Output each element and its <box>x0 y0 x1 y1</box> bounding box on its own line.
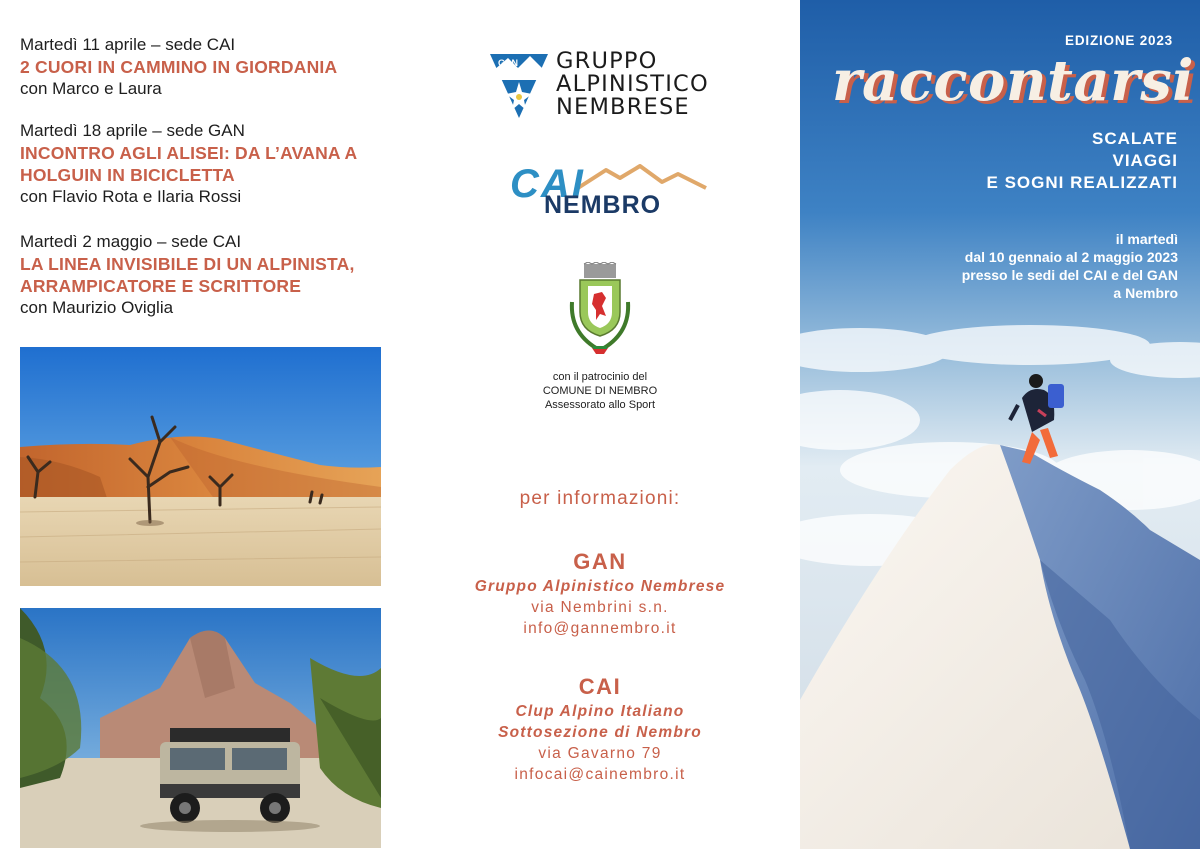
patronage-line: con il patrocinio del <box>552 371 648 383</box>
desert-photo <box>20 347 381 586</box>
cover-subtitle <box>987 128 1178 194</box>
schedule-line: a Nembro <box>1113 285 1178 301</box>
schedule-line: presso le sedi del CAI e del GAN <box>961 267 1178 283</box>
subtitle-line: SCALATE <box>1091 129 1178 148</box>
event-title: 2 CUORI IN CAMMINO IN GIORDANIA <box>20 57 338 77</box>
event-title: LA LINEA INVISIBILE DI UN ALPINISTA, ARRAMPICATORE E SCRITTORE <box>20 254 355 296</box>
subtitle-line: E SOGNI REALIZZATI <box>986 173 1178 192</box>
patronage-line: COMUNE DI NEMBRO <box>542 385 658 397</box>
info-panel <box>400 0 800 849</box>
event-item <box>20 231 395 319</box>
cai-contact <box>400 673 800 785</box>
event-guests: con Flavio Rota e Ilaria Rossi <box>20 187 242 206</box>
gan-logo <box>488 50 728 122</box>
event-date: Martedì 11 aprile – sede CAI <box>20 35 236 54</box>
patronage-line: Assessorato allo Sport <box>544 399 656 411</box>
gan-logo-line: GRUPPO <box>556 48 658 74</box>
patronage-note <box>500 370 700 412</box>
event-item <box>20 34 395 100</box>
gan-email-link[interactable]: info@gannembro.it <box>523 620 677 637</box>
info-heading: per informazioni: <box>519 488 681 509</box>
org-acronym: GAN <box>573 549 627 574</box>
gan-logo-line: NEMBRESE <box>556 94 690 120</box>
event-date: Martedì 18 aprile – sede GAN <box>20 121 245 140</box>
org-address: via Gavarno 79 <box>538 745 662 762</box>
cover-panel <box>800 0 1200 849</box>
cai-email-link[interactable]: infocai@cainembro.it <box>514 766 686 783</box>
svg-text:GAN: GAN <box>498 58 518 68</box>
gan-logo-text <box>556 50 709 119</box>
cai-nembro-logo <box>508 162 708 222</box>
event-title: INCONTRO AGLI ALISEI: DA L’AVANA A HOLGUIN IN BICICLETTA <box>20 143 357 185</box>
cai-logo-word: CAI <box>510 162 585 206</box>
event-item <box>20 120 395 208</box>
gan-contact <box>400 548 800 639</box>
subtitle-line: VIAGGI <box>1112 151 1178 170</box>
event-guests: con Maurizio Oviglia <box>20 298 174 317</box>
cai-logo-town: NEMBRO <box>544 191 662 219</box>
event-date: Martedì 2 maggio – sede CAI <box>20 232 242 251</box>
events-panel <box>0 0 400 849</box>
mountain-outline-icon <box>578 164 708 190</box>
event-guests: con Marco e Laura <box>20 79 162 98</box>
main-title: raccontarsi <box>832 48 1195 114</box>
schedule-line: il martedì <box>1115 231 1178 247</box>
org-full-name: Sottosezione di Nembro <box>498 724 702 741</box>
schedule-info <box>962 230 1178 302</box>
gan-shield-icon <box>488 52 550 120</box>
edition-label: EDIZIONE 2023 <box>1065 33 1173 48</box>
org-acronym: CAI <box>578 674 622 699</box>
org-address: via Nembrini s.n. <box>531 599 669 616</box>
gan-logo-line: ALPINISTICO <box>556 71 709 97</box>
org-full-name: Gruppo Alpinistico Nembrese <box>474 578 726 595</box>
schedule-line: dal 10 gennaio al 2 maggio 2023 <box>964 249 1178 265</box>
mountain-photo <box>20 608 381 848</box>
org-full-name: Clup Alpino Italiano <box>515 703 685 720</box>
comune-crest-icon <box>566 262 634 360</box>
